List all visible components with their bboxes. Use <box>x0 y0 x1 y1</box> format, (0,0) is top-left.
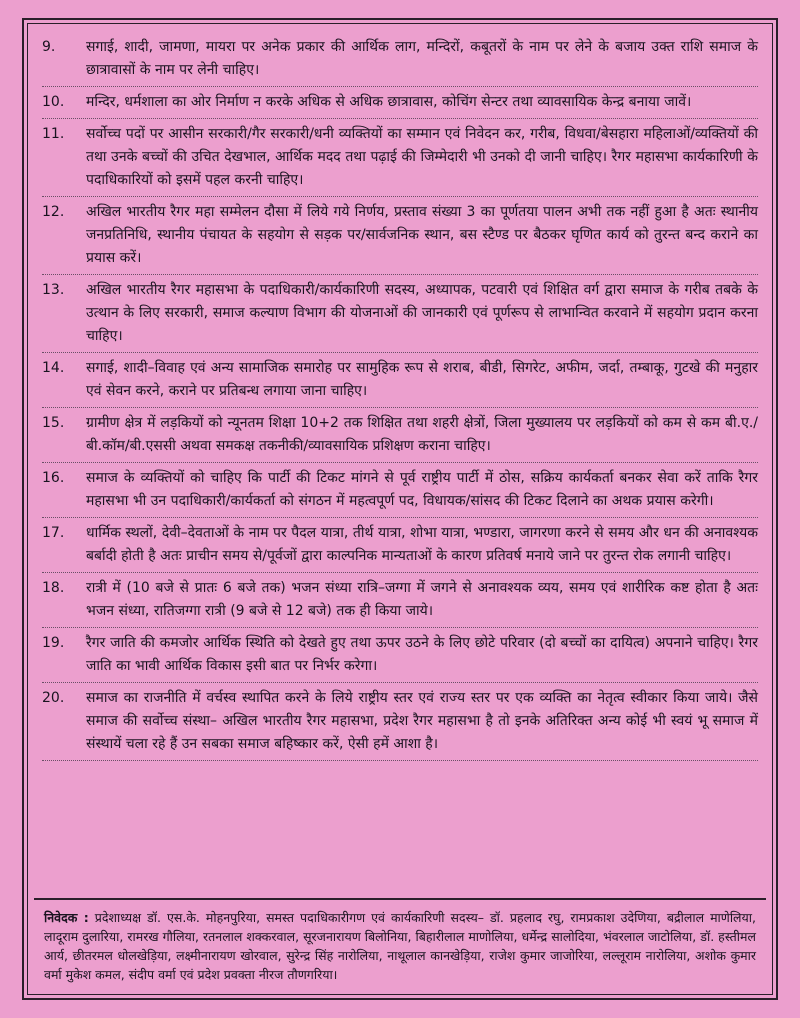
resolution-list <box>42 32 758 761</box>
item-text: रात्री में (10 बजे से प्रातः 6 बजे तक) भजन संध्या रात्रि–जग्गा में जगने से अनावश्यक व्यय, समय एवं शारीरिक कष्ट होता है अतः भजन संध्या, रातिजग्गा रात्री (9 बजे से 12 बजे) तक ही किया जाये। <box>86 580 758 619</box>
item-number: 17. <box>42 525 65 541</box>
item-number: 12. <box>42 204 65 220</box>
item-text: सर्वोच्च पदों पर आसीन सरकारी/गैर सरकारी/धनी व्यक्तियों का सम्मान एवं निवेदन कर, गरीब, विधवा/बेसहारा महिलाओं/व्यक्तियों की तथा उनके बच्चों की उचित देखभाल, आर्थिक मदद तथा पढ़ाई की जिम्मेदारी भी उनको दी जानी चाहिए। रैगर महासभा कार्यकारिणी के पदाधिकारियों को इसमें पहल करनी चाहिए। <box>86 126 758 188</box>
resolution-item <box>42 408 758 463</box>
appeal-block <box>34 898 766 988</box>
item-number: 18. <box>42 580 65 596</box>
item-text: समाज के व्यक्तियों को चाहिए कि पार्टी की टिकट मांगने से पूर्व राष्ट्रीय पार्टी में ठोस, सक्रिय कार्यकर्ता बनकर सेवा करें ताकि रैगर महासभा भी उन पदाधिकारी/कार्यकर्ता को संगठन में महत्वपूर्ण पद, विधायक/सांसद की टिकट दिलाने का अथक प्रयास करेगी। <box>86 470 758 509</box>
item-text: धार्मिक स्थलों, देवी–देवताओं के नाम पर पैदल यात्रा, तीर्थ यात्रा, शोभा यात्रा, भण्डारा, जागरणा करने से समय और धन की अनावश्यक बर्बादी होती है अतः प्राचीन समय से/पूर्वजों द्वारा काल्पनिक मान्यताओं के कारण प्रतिवर्ष मनाये जाने पर तुरन्त रोक लगानी चाहिए। <box>86 525 758 564</box>
resolution-item <box>42 87 758 119</box>
item-number: 16. <box>42 470 65 486</box>
resolution-item <box>42 628 758 683</box>
item-text: सगाई, शादी–विवाह एवं अन्य सामाजिक समारोह पर सामुहिक रूप से शराब, बीडी, सिगरेट, अफीम, जर्दा, तम्बाकू, गुटखे की मनुहार एवं सेवन करने, कराने पर प्रतिबन्ध लगाया जाना चाहिए। <box>86 360 758 399</box>
resolution-item <box>42 463 758 518</box>
item-text: अखिल भारतीय रैगर महा सम्मेलन दौसा में लिये गये निर्णय, प्रस्ताव संख्या 3 का पूर्णतया पालन अभी तक नहीं हुआ है अतः स्थानीय जनप्रतिनिधि, स्थानीय पंचायत के सहयोग से सड़क पर/सार्वजनिक स्थान, बस स्टैण्ड पर बैठकर घृणित कार्य को तुरन्त बन्द कराने का प्रयास करें। <box>86 204 758 266</box>
item-number: 13. <box>42 282 65 298</box>
item-number: 11. <box>42 126 65 142</box>
item-number: 9. <box>42 39 56 55</box>
resolution-item <box>42 518 758 573</box>
resolution-item <box>42 32 758 87</box>
item-text: अखिल भारतीय रैगर महासभा के पदाधिकारी/कार्यकारिणी सदस्य, अध्यापक, पटवारी एवं शिक्षित वर्ग द्वारा समाज के गरीब तबके के उत्थान के लिए सरकारी, समाज कल्याण विभाग की योजनाओं की जानकारी एवं पूर्णरूप से लाभान्वित करवाने में सहयोग प्रदान करना चाहिए। <box>86 282 758 344</box>
item-number: 20. <box>42 690 65 706</box>
appeal-lead: निवेदक : <box>44 910 89 925</box>
item-text: सगाई, शादी, जामणा, मायरा पर अनेक प्रकार की आर्थिक लाग, मन्दिरों, कबूतरों के नाम पर लेने के बजाय उक्त राशि समाज के छात्रावासों के नाम पर लेनी चाहिए। <box>86 39 758 78</box>
item-text: ग्रामीण क्षेत्र में लड़कियों को न्यूनतम शिक्षा 10+2 तक शिक्षित तथा शहरी क्षेत्रों, जिला मुख्यालय पर लड़कियों को कम से कम बी.ए./बी.कॉम/बी.एससी अथवा समकक्ष तकनीकी/व्यावसायिक प्रशिक्षण कराना चाहिए। <box>86 415 758 454</box>
appeal-text: प्रदेशाध्यक्ष डॉ. एस.के. मोहनपुरिया, समस्त पदाधिकारीगण एवं कार्यकारिणी सदस्य– डॉ. प्रहलाद रघु, रामप्रकाश उदेणिया, बद्रीलाल माणेलिया, लादूराम दुलारिया, रामरख गौलिया, रतनलाल शक्करवाल, सूरजनारायण बिलोनिया, बिहारीलाल माणोलिया, धर्मेन्द्र सालोदिया, भंवरलाल जाटोलिया, डॉ. हस्तीमल आर्य, छीतरमल धोलखेड़िया, लक्ष्मीनारायण खोरवाल, सुरेन्द्र सिंह नारोलिया, नाथूलाल कानखेड़िया, राजेश कुमार जाजोरिया, लल्लूराम नारोलिया, अशोक कुमार वर्मा मुकेश कमल, संदीप वर्मा एवं प्रदेश प्रवक्ता नीरज तौणगरिया। <box>44 910 756 982</box>
resolution-item <box>42 275 758 353</box>
item-number: 19. <box>42 635 65 651</box>
resolution-item <box>42 197 758 275</box>
resolution-item <box>42 573 758 628</box>
item-text: समाज का राजनीति में वर्चस्व स्थापित करने के लिये राष्ट्रीय स्तर एवं राज्य स्तर पर एक व्यक्ति का नेतृत्व स्वीकार किया जाये। जैसे समाज की सर्वोच्च संस्था– अखिल भारतीय रैगर महासभा, प्रदेश रैगर महासभा है तो इनके अतिरिक्त अन्य कोई भी स्वयं भू समाज में संस्थायें चला रहे हैं उन सबका समाज बहिष्कार करें, ऐसी हमें आशा है। <box>86 690 758 752</box>
document-frame <box>27 23 773 995</box>
resolution-item <box>42 683 758 761</box>
item-text: रैगर जाति की कमजोर आर्थिक स्थिति को देखते हुए तथा ऊपर उठने के लिए छोटे परिवार (दो बच्चों का दायित्व) अपनाने चाहिए। रैगर जाति का भावी आर्थिक विकास इसी बात पर निर्भर करेगा। <box>86 635 758 674</box>
document-sheet <box>22 18 778 1000</box>
item-number: 14. <box>42 360 65 376</box>
item-text: मन्दिर, धर्मशाला का ओर निर्माण न करके अधिक से अधिक छात्रावास, कोचिंग सेन्टर तथा व्यावसायिक केन्द्र बनाया जावें। <box>86 94 692 110</box>
resolution-item <box>42 353 758 408</box>
item-number: 15. <box>42 415 65 431</box>
resolution-item <box>42 119 758 197</box>
item-number: 10. <box>42 94 65 110</box>
